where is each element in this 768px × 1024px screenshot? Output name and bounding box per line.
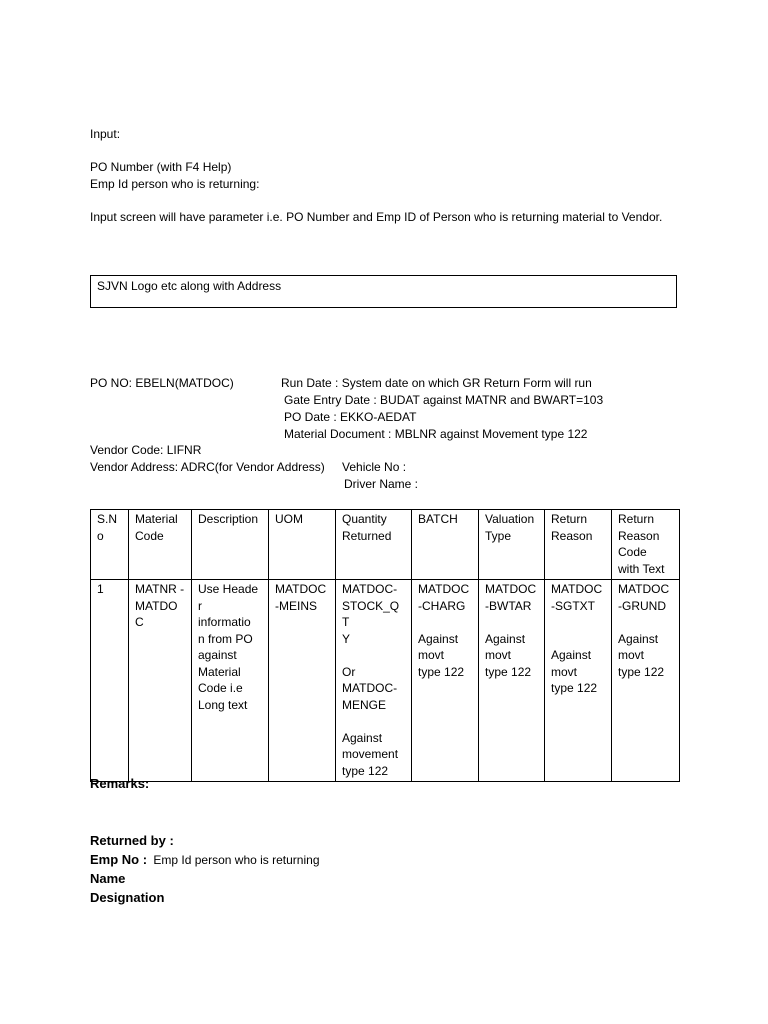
header-batch: BATCH bbox=[412, 510, 479, 580]
cell-valuation-type: MATDOC -BWTAR Against movt type 122 bbox=[479, 580, 545, 782]
designation-label: Designation bbox=[90, 890, 165, 905]
header-material-code: Material Code bbox=[129, 510, 192, 580]
emp-no-label: Emp No : bbox=[90, 852, 148, 867]
material-document-field: Material Document : MBLNR against Movement type 122 bbox=[284, 427, 588, 441]
po-date-field: PO Date : EKKO-AEDAT bbox=[284, 410, 417, 424]
header-sno: S.N o bbox=[91, 510, 129, 580]
gr-return-table bbox=[90, 509, 680, 782]
cell-batch: MATDOC -CHARG Against movt type 122 bbox=[412, 580, 479, 782]
vehicle-no-field: Vehicle No : bbox=[342, 460, 407, 474]
emp-no-row bbox=[90, 852, 320, 869]
po-no-field: PO NO: EBELN(MATDOC) bbox=[90, 376, 234, 390]
returned-by-label: Returned by : bbox=[90, 833, 174, 848]
cell-return-reason: MATDOC -SGTXT Against movt type 122 bbox=[545, 580, 612, 782]
cell-quantity-returned: MATDOC- STOCK_QT Y Or MATDOC- MENGE Against movement type 122 bbox=[336, 580, 412, 782]
cell-uom: MATDOC -MEINS bbox=[269, 580, 336, 782]
remarks-label: Remarks: bbox=[90, 776, 150, 791]
vendor-address-field: Vendor Address: ADRC(for Vendor Address) bbox=[90, 460, 325, 474]
cell-material-code: MATNR - MATDO C bbox=[129, 580, 192, 782]
header-valuation-type: Valuation Type bbox=[479, 510, 545, 580]
header-quantity-returned: Quantity Returned bbox=[336, 510, 412, 580]
emp-no-value: Emp Id person who is returning bbox=[153, 853, 320, 867]
table-header-row bbox=[91, 510, 680, 580]
po-number-text: PO Number (with F4 Help) bbox=[90, 160, 232, 174]
header-return-reason-code: Return Reason Code with Text bbox=[612, 510, 680, 580]
driver-name-field: Driver Name : bbox=[344, 477, 419, 491]
cell-sno: 1 bbox=[91, 580, 129, 782]
input-heading: Input: bbox=[90, 127, 121, 141]
header-description: Description bbox=[192, 510, 269, 580]
logo-box-text: SJVN Logo etc along with Address bbox=[97, 279, 282, 293]
input-description: Input screen will have parameter i.e. PO Number and Emp ID of Person who is returning material to Vendor. bbox=[90, 210, 663, 224]
vendor-code-field: Vendor Code: LIFNR bbox=[90, 443, 202, 457]
table-row bbox=[91, 580, 680, 782]
header-return-reason: Return Reason bbox=[545, 510, 612, 580]
header-uom: UOM bbox=[269, 510, 336, 580]
gate-entry-date-field: Gate Entry Date : BUDAT against MATNR and BWART=103 bbox=[284, 393, 604, 407]
run-date-field: Run Date : System date on which GR Return Form will run bbox=[281, 376, 592, 390]
cell-return-reason-code: MATDOC -GRUND Against movt type 122 bbox=[612, 580, 680, 782]
cell-description: Use Header informatio n from PO against Material Code i.e Long text bbox=[192, 580, 269, 782]
logo-address-box bbox=[90, 275, 677, 308]
name-label: Name bbox=[90, 871, 126, 886]
emp-id-text: Emp Id person who is returning: bbox=[90, 177, 260, 191]
